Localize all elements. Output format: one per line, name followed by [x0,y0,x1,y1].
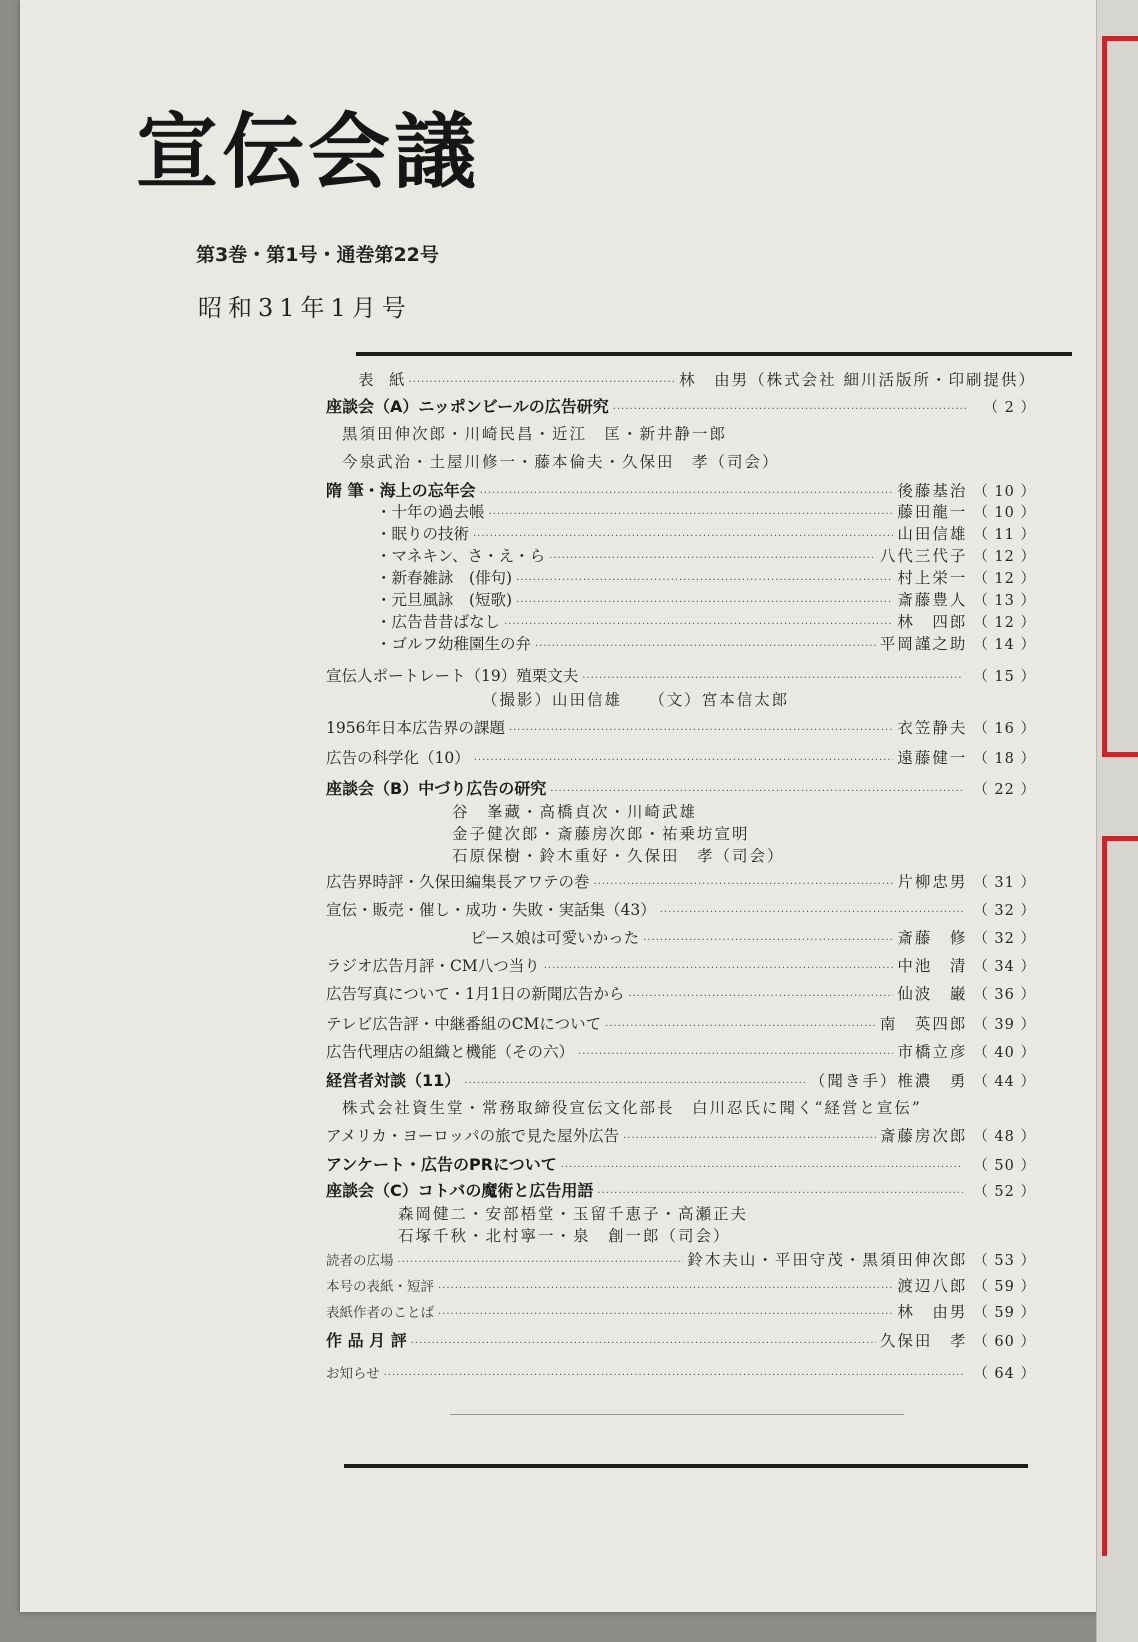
toc-entry-title: 宣伝・販売・催し・成功・失敗・実話集（43） [326,901,656,919]
toc-entry-title: 座談会（A）ニッポンビールの広告研究 [326,397,609,416]
toc-entry-page: （ 15 ） [973,669,1036,685]
participant-list: 石原保樹・鈴木重好・久保田 孝（司会） [452,847,785,865]
toc-entry-page: （ 13 ） [973,593,1036,609]
red-border-lower-top [1102,836,1138,841]
toc-entry [470,926,1036,948]
leader-dots [578,1049,893,1060]
toc-entry-author: 渡辺八郎 [897,1277,968,1295]
toc-entry [326,1248,1036,1270]
red-border-mid [1102,752,1138,757]
toc-entry-title: 座談会（C）コトバの魔術と広告用語 [326,1181,594,1200]
participant-list: 今泉武治・土屋川修一・藤本倫夫・久保田 孝（司会） [342,453,780,471]
toc-entry-page: （ 12 ） [973,571,1036,587]
toc-entry-author: 片柳忠男 [897,873,968,891]
bottom-rule [344,1464,1028,1468]
toc-entry-page: （ 32 ） [973,931,1036,947]
toc-entry-author: 衣笠静夫 [897,719,968,737]
toc-entry [376,522,1036,544]
toc-entry-title: お知らせ [326,1366,380,1382]
toc-entry-title: 広告界時評・久保田編集長アワテの巻 [326,873,590,891]
toc-entry-page: （ 18 ） [973,751,1036,767]
leader-dots [504,619,893,630]
leader-dots [438,1309,893,1320]
toc-entry-title: 表 紙 [358,371,405,389]
toc-entry-page: （ 10 ） [973,505,1036,521]
toc-entry-page: （ 52 ） [973,1184,1036,1200]
toc-entry-page: （ 53 ） [973,1253,1036,1269]
leader-dots [605,1021,876,1032]
toc-entry-author: （聞き手）椎濃 勇 [809,1072,968,1090]
toc-entry-title: 経営者対談（11） [326,1071,461,1090]
toc-entry-title: テレビ広告評・中継番組のCMについて [326,1015,602,1033]
toc-entry-author: 平岡謹之助 [879,635,968,653]
toc-entry-author: 斎藤豊人 [897,591,968,609]
toc-entry [376,588,1036,610]
toc-entry [326,1012,1036,1034]
toc-entry-title: ・新春雑詠 (俳句) [376,569,513,587]
toc-entry [326,1328,1036,1350]
toc-entry-page: （ 60 ） [973,1334,1036,1350]
toc-entry [376,500,1036,522]
footer-thin-rule [450,1414,904,1415]
toc-entry [326,776,1036,798]
leader-dots [544,963,894,974]
masthead-title: 宣伝会議 [136,105,481,200]
toc-entry-author: 中池 清 [897,957,968,975]
toc-entry [326,1040,1036,1062]
leader-dots [660,907,964,918]
leader-dots [561,1162,964,1173]
leader-dots [550,786,963,797]
toc-entry-author: 八代三代子 [879,547,968,565]
toc-entry [326,1068,1036,1090]
leader-dots [438,1283,893,1294]
toc-entry [326,478,1036,500]
leader-dots [509,725,893,736]
toc-entry-title: ラジオ広告月評・CM八つ当り [326,957,540,975]
toc-entry-page: （ 12 ） [973,615,1036,631]
toc-entry-page: （ 2 ） [983,400,1036,416]
toc-entry-title: 座談会（B）中づり広告の研究 [326,779,547,798]
toc-entry [326,898,1036,920]
toc-entry-title: 表紙作者のことば [326,1305,434,1321]
toc-entry [326,716,1036,738]
toc-entry-page: （ 48 ） [973,1129,1036,1145]
toc-entry-title: ・広告昔昔ばなし [376,613,501,631]
participant-list: 石塚千秋・北村寧一・泉 創一郎（司会） [398,1227,731,1245]
leader-dots [613,404,968,415]
toc-entry-page: （ 36 ） [973,987,1036,1003]
leader-dots [582,673,963,684]
toc-entry-author: 藤田龍一 [897,503,968,521]
leader-dots [594,879,894,890]
toc-entry [326,982,1036,1004]
toc-entry [376,566,1036,588]
leader-dots [464,1078,806,1089]
toc-entry-title: 広告写真について・1月1日の新聞広告から [326,985,625,1003]
toc-entry-page: （ 22 ） [973,782,1036,798]
toc-entry [326,1300,1036,1322]
toc-entry-page: （ 32 ） [973,903,1036,919]
participant-list: 株式会社資生堂・常務取締役宣伝文化部長 白川忍氏に聞く“経営と宣伝” [342,1099,922,1117]
leader-dots [628,991,893,1002]
toc-entry-author: 村上栄一 [897,569,968,587]
toc-entry-title: ・元旦風詠 (短歌) [376,591,513,609]
toc-entry-author: 林 由男（株式会社 細川活版所・印刷提供） [679,371,1036,389]
leader-dots [623,1133,876,1144]
toc-entry [326,1362,1036,1384]
toc-entry-title: 隋 筆・海上の忘年会 [326,481,476,500]
toc-entry-title: ・ゴルフ幼稚園生の弁 [376,635,532,653]
red-border-left [1102,36,1107,756]
toc-entry-page: （ 10 ） [973,484,1036,500]
participant-list: 金子健次郎・斎藤房次郎・祐乗坊宣明 [452,825,750,843]
toc-entry [326,870,1036,892]
toc-entry-author: 鈴木夫山・平田守茂・黒須田伸次郎 [687,1251,968,1269]
participant-list: 谷 峯藏・高橋貞次・川崎武雄 [452,803,698,821]
toc-entry-author: 斎藤房次郎 [879,1127,968,1145]
participant-list: 黒須田伸次郎・川崎民昌・近江 匡・新井静一郎 [342,425,728,443]
toc-entry-author: 仙波 巌 [897,985,968,1003]
toc-entry [376,610,1036,632]
toc-entry-author: 市橋立彦 [897,1043,968,1061]
toc-entry-page: （ 12 ） [973,549,1036,565]
toc-entry-title: 作 品 月 評 [326,1331,407,1350]
toc-entry [326,1152,1036,1174]
toc-entry-author: 久保田 孝 [879,1332,968,1350]
issue-date: 昭和31年1月号 [198,294,412,322]
toc-entry [326,954,1036,976]
toc-entry [376,632,1036,654]
toc-entry-title: ・マネキン、さ・え・ら [376,547,546,565]
red-border-lower-left [1102,836,1107,1556]
toc-entry-author: 山田信雄 [897,525,968,543]
leader-dots [480,488,894,499]
toc-entry-title: アンケート・広告のPRについて [326,1155,557,1174]
toc-entry-title: 読者の広場 [326,1253,394,1269]
leader-dots [384,1370,964,1381]
toc-entry [326,394,1036,416]
toc-entry-title: 広告の科学化（10） [326,749,470,767]
toc-entry-title: 広告代理店の組織と機能（その六） [326,1043,575,1061]
leader-dots [411,1338,876,1349]
toc-entry-page: （ 39 ） [973,1017,1036,1033]
toc-entry-title: アメリカ・ヨーロッパの旅で見た屋外広告 [326,1127,620,1145]
leader-dots [474,755,894,766]
toc-entry-page: （ 34 ） [973,959,1036,975]
toc-entry-page: （ 11 ） [973,527,1036,543]
toc-entry-page: （ 64 ） [973,1366,1036,1382]
participant-list: 森岡健二・安部梧堂・玉留千恵子・高瀬正夫 [398,1205,749,1223]
toc-entry-author: 斎藤 修 [897,929,968,947]
toc-entry-title: ・十年の過去帳 [376,503,485,521]
toc-entry-page: （ 44 ） [973,1074,1036,1090]
toc-entry [326,664,1036,686]
toc-entry-author: 南 英四郎 [879,1015,968,1033]
toc-entry-page: （ 31 ） [973,875,1036,891]
leader-dots [516,597,893,608]
toc-entry-page: （ 59 ） [973,1279,1036,1295]
leader-dots [398,1257,684,1268]
toc-entry-page: （ 14 ） [973,637,1036,653]
leader-dots [535,641,876,652]
participant-list: （撮影）山田信雄 （文）宮本信太郎 [482,691,790,709]
leader-dots [597,1188,963,1199]
top-rule [356,352,1072,356]
toc-entry [326,1124,1036,1146]
red-border-top [1102,36,1138,41]
toc-entry-author: 林 由男 [897,1303,968,1321]
toc-entry [326,1274,1036,1296]
toc-entry [326,746,1036,768]
leader-dots [473,531,893,542]
toc-entry-title: ピース娘は可愛いかった [470,929,640,947]
toc-entry-title: 本号の表紙・短評 [326,1279,434,1295]
toc-entry-author: 林 四郎 [897,613,968,631]
toc-entry [376,544,1036,566]
toc-entry [358,368,1036,390]
toc-entry-title: 宣伝人ポートレート（19）殖栗文夫 [326,667,579,685]
toc-entry [326,1178,1036,1200]
toc-entry-author: 後藤基治 [897,482,968,500]
toc-entry-page: （ 50 ） [973,1158,1036,1174]
volume-number: 第3巻・第1号・通巻第22号 [196,244,439,266]
leader-dots [409,377,676,388]
toc-entry-page: （ 40 ） [973,1045,1036,1061]
toc-entry-title: ・眠りの技術 [376,525,470,543]
leader-dots [516,575,893,586]
toc-entry-page: （ 16 ） [973,721,1036,737]
leader-dots [489,509,894,520]
toc-entry-author: 遠藤健一 [897,749,968,767]
leader-dots [549,553,876,564]
toc-entry-page: （ 59 ） [973,1305,1036,1321]
toc-entry-title: 1956年日本広告界の課題 [326,719,505,737]
leader-dots [643,935,893,946]
